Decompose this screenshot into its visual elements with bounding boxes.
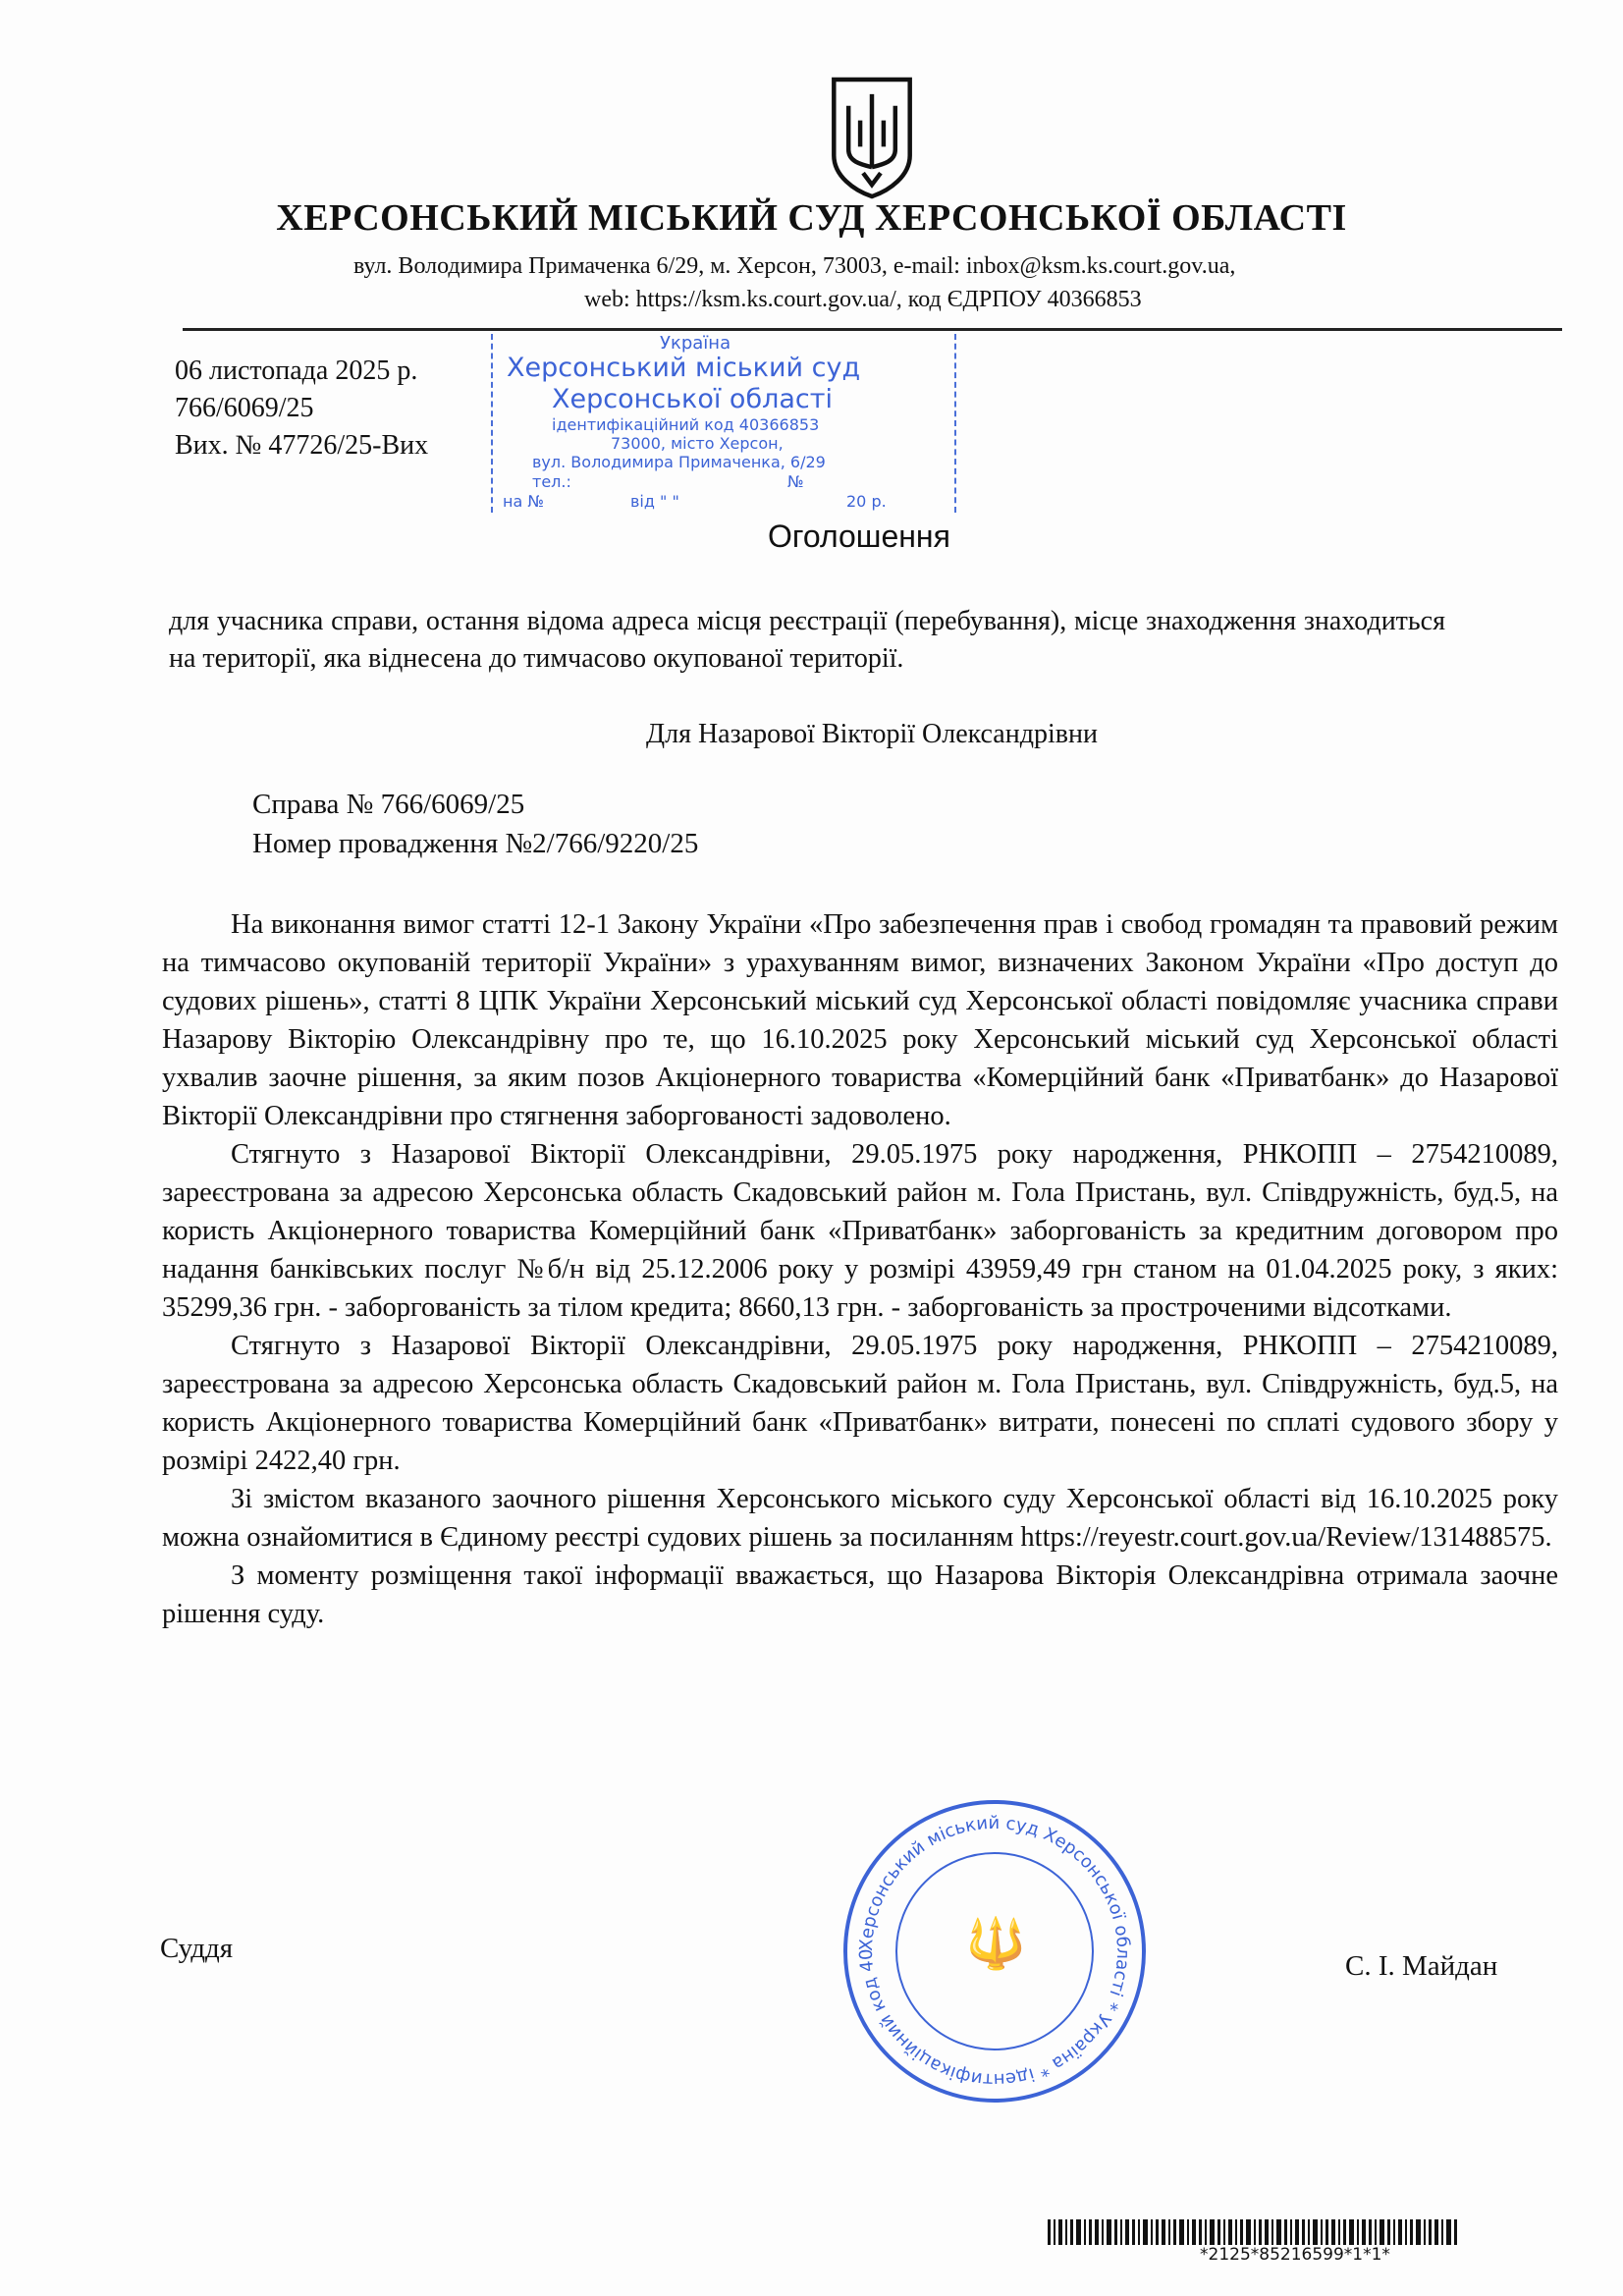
header-divider	[183, 328, 1562, 331]
registry-stamp	[491, 334, 956, 513]
barcode-bar	[1089, 2219, 1092, 2245]
barcode-bar	[1410, 2219, 1413, 2245]
barcode-bar	[1179, 2219, 1184, 2245]
barcode-bar	[1228, 2219, 1232, 2245]
barcode-bar	[1369, 2219, 1372, 2245]
barcode-bar	[1290, 2219, 1292, 2245]
barcode-bar	[1217, 2219, 1220, 2245]
document-date: 06 листопада 2025 р.	[175, 355, 418, 386]
stamp-text: 73000, місто Херсон,	[611, 434, 784, 453]
barcode-bar	[1143, 2219, 1148, 2245]
stamp-text: вул. Володимира Примаченка, 6/29	[532, 453, 826, 471]
stamp-text: тел.:	[532, 472, 571, 491]
barcode-bar	[1325, 2219, 1328, 2245]
barcode-bar	[1156, 2219, 1159, 2245]
barcode-bar	[1276, 2219, 1281, 2245]
trident-emblem-icon	[828, 77, 916, 199]
barcode-bar	[1192, 2219, 1196, 2245]
barcode-bar	[1114, 2219, 1117, 2245]
barcode-bar	[1054, 2219, 1055, 2245]
notice-title: Оголошення	[768, 519, 950, 554]
barcode-bar	[1084, 2219, 1086, 2245]
barcode-bar	[1199, 2219, 1202, 2245]
proceeding-number: Номер провадження №2/766/9220/25	[252, 828, 699, 859]
barcode-bar	[1362, 2219, 1366, 2245]
barcode-bar	[1405, 2219, 1407, 2245]
court-name: ХЕРСОНСЬКИЙ МІСЬКИЙ СУД ХЕРСОНСЬКОЇ ОБЛАСТІ	[276, 197, 1347, 239]
notice-body	[162, 905, 1558, 1633]
barcode-bar	[1095, 2219, 1099, 2245]
court-web: web: https://ksm.ks.court.gov.ua/, код ЄДРПОУ 40366853	[584, 287, 1142, 312]
body-paragraph: Стягнуто з Назарової Вікторії Олександрівни, 29.05.1975 року народження, РНКОПП – 2754210089, зареєстрована за адресою Херсонська область Скадовський район м. Гола Пристань, вул. Співдружність, буд.5, на користь Акціонерного товариства Комерційний банк «Приватбанк» заборгованість за кредитним договором про надання банківських послуг №б/н від 25.12.2006 року у розмірі 43959,49 грн станом на 01.04.2025 року, з яких: 35299,36 грн. - заборгованість за тілом кредита; 8660,13 грн. - заборгованість за простроченими відсотками.	[162, 1139, 1558, 1323]
barcode-bar	[1132, 2219, 1135, 2245]
barcode-bar	[1240, 2219, 1243, 2245]
body-paragraph: На виконання вимог статті 12-1 Закону України «Про забезпечення прав і свобод громадян та правовий режим на тимчасово окупованій території України» з урахуванням вимог, визначених Законом України «Про доступ до судових рішень», статті 8 ЦПК України Херсонський міський суд Херсонської області повідомляє учасника справи Назарову Вікторію Олександрівну про те, що 16.10.2025 року Херсонський міський суд Херсонської області ухвалив заочне рішення, за яким позов Акціонерного товариства «Комерційний банк «Приватбанк» до Назарової Вікторії Олександрівни про стягнення заборгованості задоволено.	[162, 909, 1558, 1131]
stamp-text: ідентифікаційний код 40366853	[552, 415, 820, 434]
barcode-bar	[1070, 2219, 1073, 2245]
barcode-bar	[1058, 2219, 1062, 2245]
barcode	[1048, 2219, 1548, 2245]
barcode-bar	[1454, 2219, 1457, 2245]
barcode-bar	[1076, 2219, 1081, 2245]
barcode-bar	[1387, 2219, 1390, 2245]
stamp-text: від " "	[630, 492, 679, 511]
barcode-bar	[1246, 2219, 1251, 2245]
barcode-bar	[1416, 2219, 1421, 2245]
barcode-bar	[1434, 2219, 1438, 2245]
barcode-bar	[1187, 2219, 1189, 2245]
case-number: Справа № 766/6069/25	[252, 789, 525, 820]
barcode-bar	[1254, 2219, 1256, 2245]
barcode-bar	[1331, 2219, 1335, 2245]
stamp-text: №	[787, 472, 804, 491]
barcode-bar	[1349, 2219, 1354, 2245]
barcode-bar	[1223, 2219, 1225, 2245]
barcode-bar	[1398, 2219, 1402, 2245]
barcode-bar	[1065, 2219, 1067, 2245]
round-court-seal	[842, 1799, 1147, 2104]
barcode-bar	[1271, 2219, 1273, 2245]
stamp-text: 20 р.	[846, 492, 887, 511]
judge-name: С. І. Майдан	[1345, 1950, 1498, 1982]
barcode-bar	[1429, 2219, 1432, 2245]
body-paragraph: Стягнуто з Назарової Вікторії Олександрівни, 29.05.1975 року народження, РНКОПП – 2754210089, зареєстрована за адресою Херсонська область Скадовський район м. Гола Пристань, вул. Співдружність, буд.5, на користь Акціонерного товариства Комерційний банк «Приватбанк» витрати, понесені по сплаті судового збору у розмірі 2422,40 грн.	[162, 1331, 1558, 1476]
barcode-bar	[1343, 2219, 1346, 2245]
court-address: вул. Володимира Примаченка 6/29, м. Херсон, 73003, e-mail: inbox@ksm.ks.court.gov.ua,	[353, 253, 1236, 279]
barcode-bar	[1375, 2219, 1377, 2245]
barcode-bar	[1265, 2219, 1269, 2245]
barcode-bar	[1338, 2219, 1340, 2245]
barcode-bar	[1102, 2219, 1104, 2245]
barcode-bar	[1235, 2219, 1237, 2245]
barcode-bar	[1151, 2219, 1153, 2245]
barcode-bar	[1357, 2219, 1359, 2245]
barcode-bar	[1424, 2219, 1426, 2245]
notice-subtitle: для учасника справи, остання відома адреса місця реєстрації (перебування), місце знаходження знаходиться на території, яка віднесена до тимчасово окупованої території.	[169, 606, 1445, 674]
barcode-bar	[1048, 2219, 1051, 2245]
barcode-number: *2125*85216599*1*1*	[1200, 2245, 1390, 2265]
trident-icon: 🔱	[965, 1916, 1027, 1971]
barcode-bar	[1446, 2219, 1451, 2245]
barcode-bar	[1321, 2219, 1323, 2245]
barcode-bar	[1313, 2219, 1318, 2245]
outgoing-number: Вих. № 47726/25-Вих	[175, 430, 429, 461]
barcode-bar	[1162, 2219, 1165, 2245]
barcode-bar	[1120, 2219, 1122, 2245]
stamp-text: на №	[503, 492, 544, 511]
barcode-bar	[1205, 2219, 1207, 2245]
barcode-bar	[1168, 2219, 1170, 2245]
body-paragraph: З моменту розміщення такої інформації вважається, що Назарова Вікторія Олександрівна отримала заочне рішення суду.	[162, 1560, 1558, 1629]
barcode-bar	[1441, 2219, 1443, 2245]
barcode-bar	[1393, 2219, 1395, 2245]
barcode-bar	[1173, 2219, 1176, 2245]
case-reference: 766/6069/25	[175, 393, 314, 423]
barcode-bar	[1295, 2219, 1299, 2245]
barcode-bar	[1308, 2219, 1310, 2245]
body-paragraph: Зі змістом вказаного заочного рішення Херсонського міського суду Херсонської області від 16.10.2025 року можна ознайомитися в Єдиному реєстрі судових рішень за посиланням https://reyestr.court.gov.ua/Review/131488575.	[162, 1484, 1558, 1553]
addressee: Для Назарової Вікторії Олександрівни	[646, 719, 1098, 749]
barcode-bar	[1125, 2219, 1129, 2245]
barcode-bar	[1259, 2219, 1262, 2245]
barcode-bar	[1284, 2219, 1287, 2245]
barcode-bar	[1380, 2219, 1384, 2245]
stamp-text: Україна	[660, 333, 731, 354]
seal-text: Херсонський міський суд Херсонської області * Україна * ідентифікаційний код 40	[855, 1812, 1134, 2091]
barcode-bar	[1210, 2219, 1215, 2245]
stamp-text: Херсонський міський суд	[507, 353, 861, 383]
barcode-bar	[1302, 2219, 1305, 2245]
barcode-bar	[1107, 2219, 1111, 2245]
stamp-text: Херсонської області	[552, 384, 833, 414]
judge-label: Суддя	[160, 1933, 234, 1964]
barcode-bar	[1138, 2219, 1140, 2245]
